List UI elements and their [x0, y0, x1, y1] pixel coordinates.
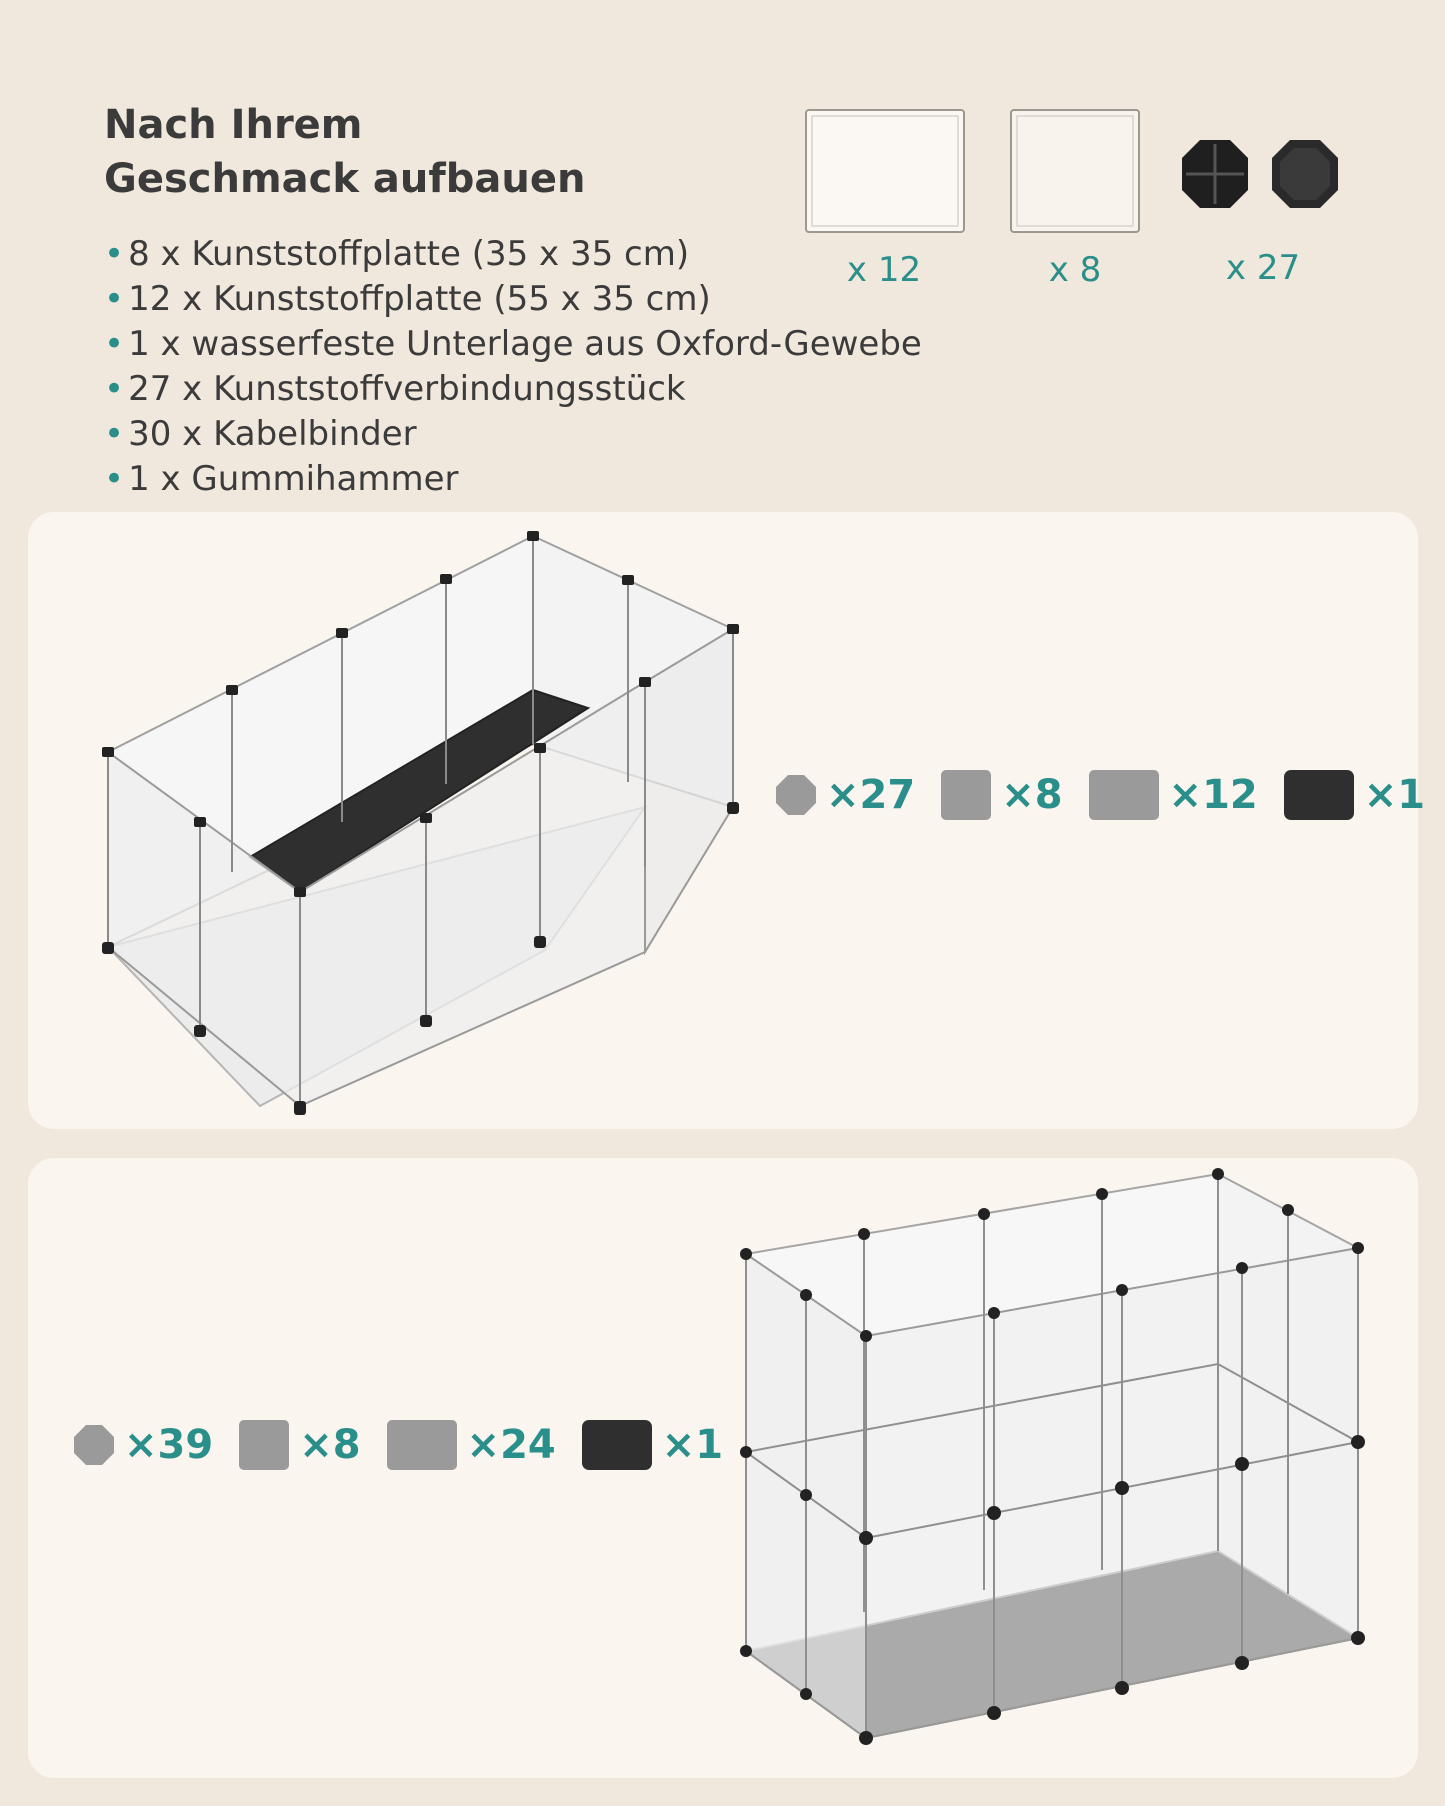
list-item: • 1 x Gummihammer	[104, 459, 459, 499]
small-panel-icon	[1009, 108, 1141, 238]
mat-count: ×1	[661, 1422, 724, 1468]
legend-item-large-panels	[1089, 770, 1258, 820]
small-panel-icon	[239, 1420, 289, 1470]
list-item: • 27 x Kunststoffverbindungsstück	[104, 369, 686, 409]
small-panel-icon	[941, 770, 991, 820]
legend-item-small-panels	[941, 770, 1062, 820]
mat-count: ×1	[1363, 772, 1426, 818]
connector-count: ×39	[124, 1422, 214, 1468]
mat-icon	[1284, 770, 1354, 820]
configuration-card-2	[28, 1158, 1418, 1778]
large-panel-count: ×12	[1168, 772, 1258, 818]
contents-list	[104, 232, 922, 502]
small-panel-count: x 8	[1048, 250, 1102, 290]
parts-legend-2	[74, 1420, 723, 1470]
page-title	[104, 98, 585, 206]
small-panel-count: ×8	[299, 1422, 361, 1468]
configuration-card-1	[28, 512, 1426, 1129]
legend-item-large-panels	[387, 1420, 556, 1470]
enclosure-2-illustration	[698, 1158, 1398, 1778]
parts-legend-1	[776, 770, 1425, 820]
title-line-1: Nach Ihrem	[104, 102, 363, 148]
small-panel-count: ×8	[1001, 772, 1063, 818]
list-item: • 12 x Kunststoffplatte (55 x 35 cm)	[104, 279, 711, 319]
mat-icon	[582, 1420, 652, 1470]
title-line-2: Geschmack aufbauen	[104, 156, 586, 202]
legend-item-connectors	[776, 772, 915, 818]
large-panel-count: x 12	[846, 250, 922, 290]
large-panel-icon	[1089, 770, 1159, 820]
large-panel-icon	[387, 1420, 457, 1470]
list-item: • 1 x wasserfeste Unterlage aus Oxford-Gewebe	[104, 324, 922, 364]
large-panel-count: ×24	[466, 1422, 556, 1468]
list-item: • 30 x Kabelbinder	[104, 414, 417, 454]
legend-item-small-panels	[239, 1420, 360, 1470]
legend-item-mat	[1284, 770, 1425, 820]
connector-count: ×27	[826, 772, 916, 818]
large-panel-icon	[804, 108, 966, 238]
connector-icon	[74, 1425, 114, 1465]
list-item: • 8 x Kunststoffplatte (35 x 35 cm)	[104, 234, 690, 274]
connector-icon	[776, 775, 816, 815]
connector-icon	[1180, 138, 1340, 214]
enclosure-1-illustration	[28, 512, 748, 1129]
connector-count: x 27	[1225, 248, 1301, 288]
legend-item-connectors	[74, 1422, 213, 1468]
